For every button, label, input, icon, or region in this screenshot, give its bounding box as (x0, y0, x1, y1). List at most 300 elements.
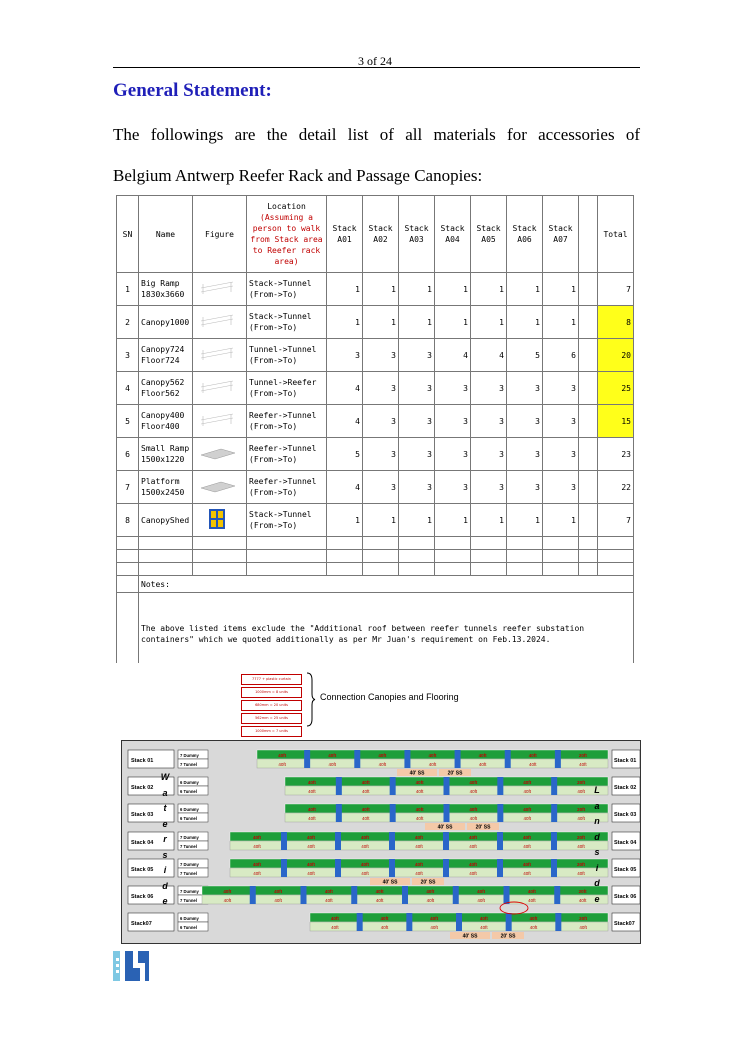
stack-label: Stack 03 (131, 812, 154, 818)
row-stack-a05: 3 (471, 405, 507, 438)
blue-marker (551, 804, 557, 822)
ss-label: 40' SS (409, 770, 425, 777)
stack-right-label: Stack 01 (614, 758, 637, 764)
row-empty (579, 372, 598, 405)
tunnel-label-cell: 40ft (307, 844, 315, 849)
ss-label: 40' SS (382, 879, 398, 886)
row-empty (579, 306, 598, 339)
tunnel-label-cell: 40ft (274, 898, 282, 903)
row-name: Canopy724 Floor724 (139, 339, 193, 372)
blue-marker (351, 886, 357, 904)
tunnel-label-cell: 40ft (361, 816, 370, 821)
ss-label: 20' SS (500, 933, 516, 940)
row-location: Stack->Tunnel (From->To) (247, 273, 327, 306)
container-label: 20ft (579, 916, 588, 921)
blue-marker (443, 832, 449, 850)
container-label: 40ft (252, 862, 262, 867)
row-stack-a07: 1 (543, 306, 579, 339)
blue-marker (389, 859, 395, 877)
tunnel-label-cell: 40ft (478, 762, 487, 767)
row-stack-a04: 3 (435, 405, 471, 438)
row-stack-a02: 3 (363, 471, 399, 504)
blue-marker (406, 913, 412, 931)
tunnel-label-cell: 40ft (469, 844, 477, 849)
container-label: 40ft (306, 862, 316, 867)
row-stack-a03: 1 (399, 273, 435, 306)
row-stack-a03: 3 (399, 339, 435, 372)
row-total: 7 (598, 504, 634, 537)
part-drawing-icon (195, 476, 239, 496)
row-stack-a07: 3 (543, 372, 579, 405)
row-stack-a03: 3 (399, 372, 435, 405)
tunnel-label-cell: 40ft (307, 871, 315, 876)
blue-marker (301, 886, 307, 904)
row-stack-a06: 1 (507, 504, 543, 537)
legend-item: 1000mm = 8 units (241, 687, 302, 698)
stack-right-label: Stack 04 (614, 840, 637, 846)
container-label: 40ft (378, 753, 387, 758)
blue-marker (443, 859, 449, 877)
page-number: 3 of 24 (358, 54, 392, 68)
row-sn: 2 (117, 306, 139, 339)
row-stack-a06: 1 (507, 273, 543, 306)
container-label: 40ft (330, 916, 339, 921)
container-label: 40ft (414, 835, 424, 840)
row-name: Canopy562 Floor562 (139, 372, 193, 405)
row-figure (193, 405, 247, 438)
intro-line-1: The followings are the detail list of all materials for accessories of (113, 125, 640, 144)
row-stack-a06: 3 (507, 471, 543, 504)
row-name: Canopy1000 (139, 306, 193, 339)
tunnel-label-cell: 40ft (529, 925, 538, 930)
blue-marker (402, 886, 408, 904)
row-stack-a04: 3 (435, 471, 471, 504)
row-stack-a06: 5 (507, 339, 543, 372)
blue-marker (505, 750, 511, 768)
container-label: 40ft (469, 780, 478, 785)
stack-label: Stack 01 (131, 758, 154, 764)
row-stack-a01: 3 (327, 339, 363, 372)
waterside-letter: a (162, 787, 168, 798)
stack-right-label: Stack07 (614, 921, 635, 927)
header-location-title: Location (267, 202, 306, 211)
table-row (117, 405, 634, 438)
tunnel-label-cell: 40ft (278, 762, 286, 767)
tunnel-label-cell: 40ft (361, 871, 369, 876)
row-stack-a07: 1 (543, 504, 579, 537)
container-label: 20ft (578, 753, 587, 758)
blue-marker (444, 777, 450, 795)
row-name: Canopy400 Floor400 (139, 405, 193, 438)
ss-label: 40' SS (462, 933, 478, 940)
container-label: 40ft (380, 916, 389, 921)
legend-item: 562mm = 25 units (241, 713, 302, 724)
waterside-letter: t (163, 803, 167, 813)
row-stack-a04: 1 (435, 504, 471, 537)
row-stack-a01: 4 (327, 471, 363, 504)
dummy-label: 6 Dummy (180, 807, 199, 812)
tunnel-label-cell: 40ft (480, 925, 488, 930)
row-location: Reefer->Tunnel (From->To) (247, 405, 327, 438)
tunnel-label-cell: 40ft (578, 898, 587, 903)
waterside-letter: e (162, 896, 168, 906)
container-label: 20ft (576, 862, 586, 867)
row-location: Stack->Tunnel (From->To) (247, 306, 327, 339)
row-figure (193, 372, 247, 405)
stack-label: Stack 05 (131, 867, 154, 873)
landside-label (592, 783, 602, 907)
row-stack-a05: 3 (471, 438, 507, 471)
row-stack-a03: 3 (399, 405, 435, 438)
blank-row (117, 550, 634, 563)
waterside-label (160, 770, 170, 910)
blue-marker (404, 750, 410, 768)
company-logo-icon (113, 951, 149, 981)
notes-row (117, 576, 634, 593)
row-name: Small Ramp 1500x1220 (139, 438, 193, 471)
blue-marker (551, 777, 557, 795)
tunnel-label-cell: 40ft (579, 762, 587, 767)
row-sn: 4 (117, 372, 139, 405)
row-figure (193, 504, 247, 537)
header-rule (113, 67, 640, 68)
blank-row (117, 563, 634, 576)
tunnel-label: 6 Tunnel (180, 816, 197, 821)
tunnel-label-cell: 40ft (253, 844, 261, 849)
tunnel-label-cell: 40ft (308, 816, 316, 821)
container-label: 40ft (428, 753, 437, 758)
row-empty (579, 339, 598, 372)
row-figure (193, 339, 247, 372)
row-stack-a01: 4 (327, 405, 363, 438)
blue-marker (497, 777, 503, 795)
tunnel-label-cell: 40ft (577, 816, 585, 821)
table-row (117, 504, 634, 537)
landside-letter: e (594, 893, 600, 904)
blue-marker (506, 913, 512, 931)
row-stack-a05: 1 (471, 504, 507, 537)
container-label: 40ft (360, 835, 370, 840)
tunnel-label-cell: 40ft (469, 871, 477, 876)
table-row (117, 471, 634, 504)
tunnel-label-cell: 40ft (361, 789, 370, 794)
container-label: 20ft (576, 835, 586, 840)
waterside-letter: i (163, 865, 167, 875)
tunnel-label-cell: 40ft (428, 762, 437, 767)
row-stack-a04: 4 (435, 339, 471, 372)
blue-marker (357, 913, 363, 931)
blue-marker (497, 859, 503, 877)
blue-marker (453, 886, 459, 904)
tunnel-label: 7 Tunnel (180, 898, 197, 903)
container-label: 40ft (479, 916, 488, 921)
blue-marker (304, 750, 310, 768)
tunnel-label-cell: 40ft (426, 898, 435, 903)
stack-right-label: Stack 02 (614, 785, 637, 791)
container-label: 40ft (252, 835, 262, 840)
row-stack-a02: 3 (363, 372, 399, 405)
connection-label: Connection Canopies and Flooring (320, 692, 459, 702)
tunnel-label-cell: 40ft (415, 789, 424, 794)
row-stack-a07: 3 (543, 438, 579, 471)
tunnel-label-cell: 40ft (528, 898, 536, 903)
container-label: 40ft (468, 835, 478, 840)
blue-marker (389, 832, 395, 850)
blue-marker (455, 750, 461, 768)
row-stack-a02: 1 (363, 273, 399, 306)
header-name: Name (139, 196, 193, 273)
row-stack-a06: 3 (507, 372, 543, 405)
tunnel-label-cell: 40ft (253, 871, 261, 876)
container-label: 40ft (415, 807, 424, 812)
container-label: 40ft (522, 862, 532, 867)
row-stack-a05: 4 (471, 339, 507, 372)
row-figure (193, 438, 247, 471)
table-row (117, 372, 634, 405)
table-header-row (117, 196, 634, 273)
container-label: 40ft (527, 889, 536, 894)
legend-item: 680mm = 20 units (241, 700, 302, 711)
row-location: Reefer->Tunnel (From->To) (247, 471, 327, 504)
container-label: 40ft (415, 780, 424, 785)
container-label: 40ft (528, 753, 537, 758)
row-name: Platform 1500x2450 (139, 471, 193, 504)
part-drawing-icon (195, 278, 239, 298)
blank-row (117, 537, 634, 550)
tunnel-label-cell: 40ft (577, 789, 585, 794)
tunnel-label-cell: 40ft (529, 762, 537, 767)
container-label: 40ft (361, 807, 370, 812)
row-stack-a01: 4 (327, 372, 363, 405)
row-name: CanopyShed (139, 504, 193, 537)
container-label: 40ft (430, 916, 439, 921)
blue-marker (335, 832, 341, 850)
container-label: 40ft (523, 807, 532, 812)
stack-right-label: Stack 05 (614, 867, 637, 873)
row-stack-a02: 1 (363, 306, 399, 339)
row-stack-a07: 6 (543, 339, 579, 372)
landside-letter: s (594, 847, 600, 857)
stack-right-label: Stack 03 (614, 812, 637, 818)
container-label: 40ft (328, 753, 337, 758)
row-total: 15 (598, 405, 634, 438)
stack-label: Stack 02 (131, 785, 154, 791)
tunnel-label-cell: 40ft (477, 898, 485, 903)
container-label: 40ft (414, 862, 424, 867)
legend-item: 7777 + plastic curtain (241, 674, 302, 685)
tunnel-label-cell: 40ft (328, 762, 336, 767)
dummy-label: 7 Dummy (180, 889, 199, 894)
container-label: 20ft (578, 889, 587, 894)
dummy-label: 6 Dummy (180, 780, 199, 785)
part-drawing-icon (195, 443, 239, 463)
dummy-label: 7 Dummy (180, 753, 199, 758)
landside-letter: L (594, 785, 600, 795)
legend-item: 1000mm = 7 units (241, 726, 302, 737)
notes-text: The above listed items exclude the "Additional roof between reefer tunnels reefer substation containers" which we quoted additionally as per Mr Juan's requirement on Feb.13.2024. (139, 593, 634, 676)
row-stack-a01: 1 (327, 504, 363, 537)
blue-marker (335, 859, 341, 877)
container-label: 40ft (468, 862, 478, 867)
blue-marker (456, 913, 462, 931)
ss-label: 40' SS (437, 824, 453, 831)
waterside-letter: r (163, 834, 167, 844)
header-stack-a07: Stack A07 (543, 196, 579, 273)
intro-line-2: Belgium Antwerp Reefer Rack and Passage Canopies: (113, 166, 483, 185)
row-stack-a03: 3 (399, 438, 435, 471)
row-sn: 7 (117, 471, 139, 504)
row-stack-a07: 3 (543, 471, 579, 504)
blue-marker (497, 832, 503, 850)
notes-label: Notes: (139, 576, 634, 593)
header-stack-a06: Stack A06 (507, 196, 543, 273)
tunnel-label-cell: 40ft (523, 789, 532, 794)
intro-paragraph (113, 114, 640, 196)
container-label: 40ft (223, 889, 232, 894)
blue-marker (336, 804, 342, 822)
row-sn: 3 (117, 339, 139, 372)
row-location: Tunnel->Reefer (From->To) (247, 372, 327, 405)
container-label: 40ft (360, 862, 370, 867)
blue-marker (444, 804, 450, 822)
row-empty (579, 471, 598, 504)
tunnel-label-cell: 40ft (308, 789, 316, 794)
part-drawing-icon (195, 344, 239, 364)
header-stack-a04: Stack A04 (435, 196, 471, 273)
container-label: 40ft (375, 889, 384, 894)
landside-letter: i (595, 862, 599, 873)
row-stack-a04: 3 (435, 372, 471, 405)
tunnel-label-cell: 40ft (469, 789, 478, 794)
landside-letter: d (594, 878, 600, 888)
container-label: 20ft (577, 807, 586, 812)
blue-marker (554, 886, 560, 904)
waterside-letter: s (162, 849, 168, 860)
row-stack-a01: 5 (327, 438, 363, 471)
tunnel-label-cell: 40ft (325, 898, 333, 903)
tunnel-label-cell: 40ft (523, 844, 531, 849)
row-stack-a05: 1 (471, 306, 507, 339)
container-label: 20ft (577, 780, 586, 785)
tunnel-label: 7 Tunnel (180, 844, 197, 849)
part-drawing-icon (195, 410, 239, 430)
row-figure (193, 273, 247, 306)
table-row (117, 438, 634, 471)
row-stack-a06: 1 (507, 306, 543, 339)
tunnel-label-cell: 40ft (577, 844, 585, 849)
header-stack-a05: Stack A05 (471, 196, 507, 273)
row-stack-a06: 3 (507, 438, 543, 471)
dummy-label: 6 Dummy (180, 916, 199, 921)
row-sn: 1 (117, 273, 139, 306)
row-stack-a02: 1 (363, 504, 399, 537)
header-stack-a01: Stack A01 (327, 196, 363, 273)
stack-label: Stack07 (131, 921, 152, 927)
row-total: 20 (598, 339, 634, 372)
row-total: 23 (598, 438, 634, 471)
dummy-label: 7 Dummy (180, 835, 199, 840)
blue-marker (336, 777, 342, 795)
tunnel-label-cell: 40ft (579, 925, 587, 930)
container-label: 40ft (306, 835, 316, 840)
landside-letter: a (594, 800, 600, 811)
container-label: 40ft (307, 780, 316, 785)
ss-label: 20' SS (447, 770, 463, 777)
row-figure (193, 306, 247, 339)
blue-marker (555, 913, 561, 931)
header-location (247, 196, 327, 273)
landside-letter: d (594, 831, 600, 842)
row-stack-a03: 1 (399, 504, 435, 537)
container-label: 40ft (477, 889, 486, 894)
blue-marker (551, 832, 557, 850)
tunnel-label-cell: 40ft (523, 871, 531, 876)
header-sn: SN (117, 196, 139, 273)
row-stack-a07: 1 (543, 273, 579, 306)
brace-icon (306, 672, 316, 727)
tunnel-label-cell: 40ft (415, 816, 424, 821)
blue-marker (497, 804, 503, 822)
ss-label: 20' SS (475, 824, 491, 831)
container-label: 40ft (307, 807, 316, 812)
blue-marker (555, 750, 561, 768)
waterside-letter: d (162, 880, 168, 891)
tunnel-label-cell: 40ft (378, 762, 387, 767)
row-stack-a01: 1 (327, 273, 363, 306)
ss-label: 20' SS (420, 879, 436, 886)
tunnel-label-cell: 40ft (331, 925, 339, 930)
row-stack-a04: 3 (435, 438, 471, 471)
table-row (117, 273, 634, 306)
tunnel-label-cell: 40ft (577, 871, 585, 876)
tunnel-label-cell: 40ft (223, 898, 232, 903)
tunnel-label-cell: 40ft (415, 844, 423, 849)
legend-box (241, 674, 302, 739)
row-stack-a05: 1 (471, 273, 507, 306)
row-stack-a02: 3 (363, 339, 399, 372)
tunnel-label-cell: 40ft (380, 925, 389, 930)
header-total: Total (598, 196, 634, 273)
row-stack-a05: 3 (471, 471, 507, 504)
site-plan (121, 740, 641, 944)
blue-marker (390, 804, 396, 822)
container-label: 40ft (274, 889, 283, 894)
row-stack-a06: 3 (507, 405, 543, 438)
blue-marker (504, 886, 510, 904)
tunnel-label: 7 Tunnel (180, 871, 197, 876)
row-stack-a05: 3 (471, 372, 507, 405)
container-label: 40ft (522, 835, 532, 840)
row-empty (579, 405, 598, 438)
header-stack-a02: Stack A02 (363, 196, 399, 273)
stack-label: Stack 06 (131, 894, 154, 900)
header-stack-a03: Stack A03 (399, 196, 435, 273)
container-label: 40ft (523, 780, 532, 785)
container-label: 40ft (529, 916, 538, 921)
row-total: 7 (598, 273, 634, 306)
row-name: Big Ramp 1830x3660 (139, 273, 193, 306)
tunnel-label-cell: 40ft (415, 871, 423, 876)
blue-marker (390, 777, 396, 795)
row-stack-a04: 1 (435, 306, 471, 339)
container-label: 40ft (478, 753, 487, 758)
site-plan-svg (122, 741, 640, 943)
tunnel-label-cell: 40ft (523, 816, 532, 821)
blue-marker (250, 886, 256, 904)
materials-table (116, 195, 634, 676)
row-sn: 5 (117, 405, 139, 438)
row-stack-a04: 1 (435, 273, 471, 306)
